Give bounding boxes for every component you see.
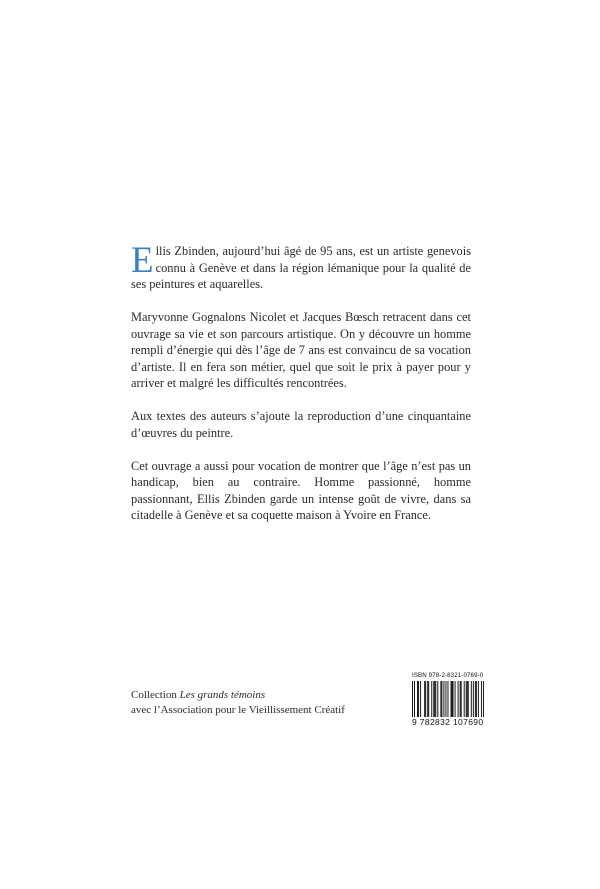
barcode-bar xyxy=(414,681,415,717)
barcode-bar xyxy=(471,681,472,717)
barcode-bar xyxy=(475,681,476,717)
barcode-bar xyxy=(441,681,442,717)
barcode-bar xyxy=(455,681,456,717)
barcode-bar xyxy=(445,681,446,717)
collection-line-1 xyxy=(131,688,345,703)
paragraph-3: Aux textes des auteurs s’ajoute la reproduction d’une cinquantaine d’œuvres du peintre. xyxy=(131,409,471,440)
barcode-bar xyxy=(418,681,419,717)
paragraph-1 xyxy=(131,240,471,293)
collection-prefix: Collection xyxy=(131,689,180,701)
barcode-bar xyxy=(476,681,477,717)
barcode-bar xyxy=(466,681,467,717)
barcode-bar xyxy=(424,681,425,717)
collection-line-2: avec l’Association pour le Vieillissement Créatif xyxy=(131,704,345,716)
barcode-bar xyxy=(435,681,436,717)
paragraph-2: Maryvonne Gognalons Nicolet et Jacques Bœsch retracent dans cet ouvrage sa vie et son parcours artistique. On y découvre un homme rempli d’énergie qui dès l’âge de 7 ans est convaincu de sa vocation d’artiste. Il en fera son métier, quel que soit le prix à payer pour y arriver et malgré les difficultés rencontrées. xyxy=(131,310,471,390)
barcode-bar xyxy=(452,681,453,717)
barcode-bar xyxy=(464,681,465,717)
barcode-bar xyxy=(468,681,469,717)
barcode-bar xyxy=(453,681,454,717)
collection-credit xyxy=(131,688,345,718)
barcode-bar xyxy=(440,681,441,717)
barcode-bar xyxy=(412,681,413,717)
barcode-bar xyxy=(425,681,426,717)
barcode-bar xyxy=(483,681,484,717)
barcode-bar xyxy=(481,681,482,717)
barcode-bar xyxy=(437,681,438,717)
barcode-bar xyxy=(443,681,444,717)
blurb-text xyxy=(131,240,471,540)
barcode-bar xyxy=(460,681,461,717)
barcode-bar xyxy=(467,681,468,717)
barcode-bar xyxy=(417,681,418,717)
barcode-bar xyxy=(434,681,435,717)
barcode-bar xyxy=(461,681,462,717)
barcode-bar xyxy=(478,681,479,717)
paragraph-1-text: llis Zbinden, aujourd’hui âgé de 95 ans, est un artiste genevois connu à Genève et dans la région lémanique pour la qualité de ses peintures et aquarelles. xyxy=(131,244,471,291)
barcode-bar xyxy=(433,681,434,717)
barcode-digits: 9 782832 107690 xyxy=(412,717,484,727)
barcode-bars xyxy=(412,681,484,717)
barcode-bar xyxy=(420,681,421,717)
barcode-bar xyxy=(447,681,448,717)
paragraph-4: Cet ouvrage a aussi pour vocation de montrer que l’âge n’est pas un handicap, bien au contraire. Homme passionné, homme passionnant, Ellis Zbinden garde un intense goût de vivre, dans sa citadelle à Genève et sa coquette maison à Yvoire en France. xyxy=(131,458,471,522)
barcode-bar xyxy=(451,681,452,717)
isbn-barcode xyxy=(412,672,484,728)
drop-cap-letter: E xyxy=(131,240,154,281)
isbn-label: ISBN 978-2-8321-0769-0 xyxy=(412,672,484,679)
barcode-bar xyxy=(458,681,459,717)
barcode-bar xyxy=(473,681,474,717)
barcode-bar xyxy=(431,681,432,717)
barcode-bar xyxy=(428,681,429,717)
barcode-bar xyxy=(427,681,428,717)
collection-series-title: Les grands témoins xyxy=(179,689,266,701)
